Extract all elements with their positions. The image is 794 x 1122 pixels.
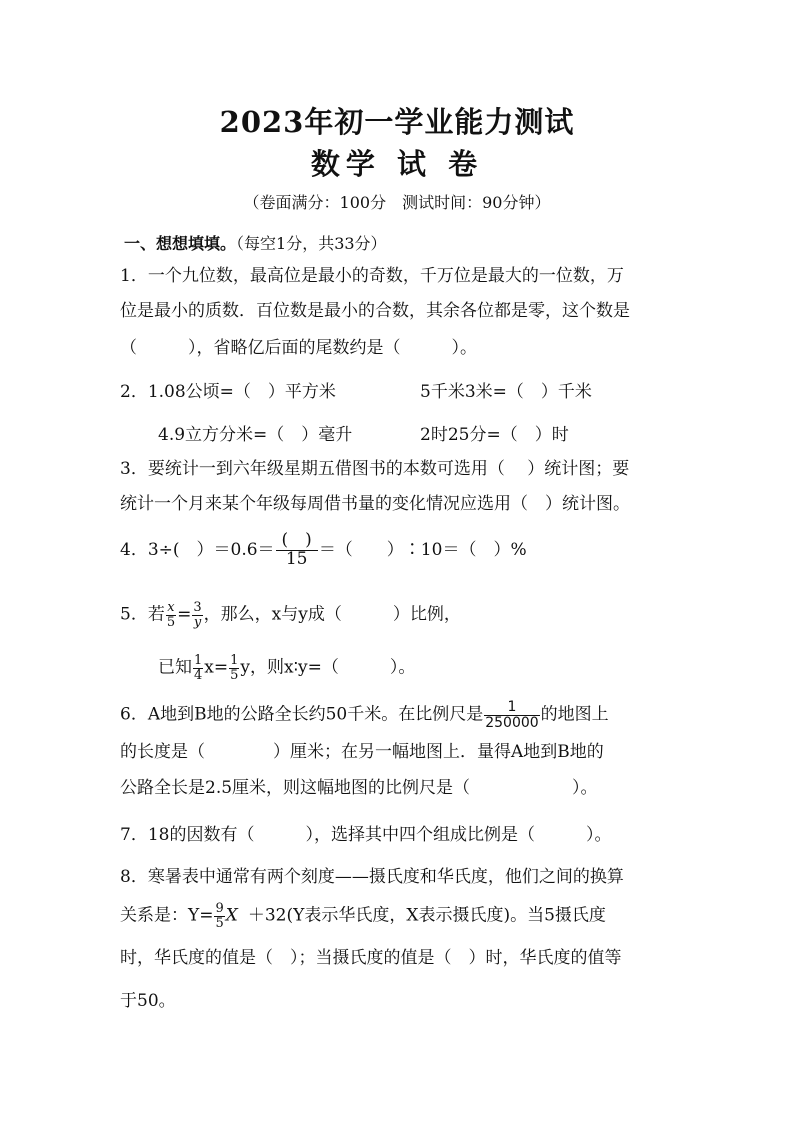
- q5-line2-suffix: y，则x∶y=（ ）。: [240, 657, 416, 678]
- section-note: （每空1分，共33分）: [236, 234, 387, 253]
- q5-f3-den: 4: [194, 667, 203, 683]
- q4-prefix: 4．3÷( ）＝0.6＝: [120, 539, 275, 560]
- exam-title: 2023年初一学业能力测试: [219, 105, 575, 139]
- q1-line1: 1．一个九位数，最高位是最小的奇数，千万位是最大的一位数，万: [120, 266, 624, 286]
- q5-suffix: ，那么，x与y成（ ）比例，: [203, 604, 461, 625]
- q5-fraction-1: [166, 601, 176, 629]
- q3-line1: 3．要统计一到六年级星期五借图书的本数可选用（ ）统计图；要: [120, 459, 630, 479]
- q4-fraction-den: 15: [285, 548, 308, 569]
- q5-f3-num: 1: [194, 653, 203, 668]
- exam-subtitle: 数学 试 卷: [310, 147, 484, 181]
- q6-line3: 公路全长是2.5厘米，则这幅地图的比例尺是（ ）。: [120, 778, 598, 798]
- q5-mid: x=: [204, 657, 229, 678]
- q8-line2: [120, 902, 606, 930]
- section-heading: [124, 236, 387, 252]
- q2-part-c: 4.9立方分米=（ ）毫升: [158, 425, 353, 445]
- q2-part-b: 5千米3米=（ ）千米: [420, 382, 592, 402]
- q5-f1-num: x: [167, 600, 175, 615]
- q4-fraction-num: ( ): [276, 532, 318, 551]
- q8-line4: 于50。: [120, 991, 176, 1011]
- q4-suffix: ＝（ ）∶10＝（ ）%: [318, 539, 527, 560]
- q6-prefix: 6．A地到B地的公路全长约50千米。在比例尺是: [120, 704, 484, 725]
- q5-fraction-4: [229, 654, 239, 682]
- q8-variable-x: X: [225, 905, 238, 926]
- q7-line: 7．18的因数有（ ），选择其中四个组成比例是（ ）。: [120, 825, 612, 845]
- q5-line2-prefix: 已知: [158, 657, 192, 678]
- q1-line3: （ ），省略亿后面的尾数约是（ ）。: [120, 338, 477, 358]
- q4-fraction: [276, 532, 318, 569]
- q5-f2-den: y: [193, 614, 202, 630]
- q5-equals: =: [177, 604, 192, 625]
- q8-prefix: 关系是：Y=: [120, 905, 214, 926]
- q6-suffix: 的地图上: [540, 704, 609, 725]
- q5-line1: [120, 601, 461, 629]
- q2-part-a: 2．1.08公顷=（ ）平方米: [120, 382, 336, 402]
- q5-f1-den: 5: [166, 614, 176, 630]
- q3-line2: 统计一个月来某个年级每周借书量的变化情况应选用（ ）统计图。: [120, 494, 630, 514]
- q8-fraction-den: 5: [215, 915, 224, 931]
- q8-line1: 8．寒暑表中通常有两个刻度——摄氏度和华氏度，他们之间的换算: [120, 867, 624, 887]
- q5-fraction-2: [192, 601, 202, 629]
- section-label: 一、想想填填。: [124, 234, 237, 253]
- q5-prefix: 5．若: [120, 604, 165, 625]
- q8-fraction-num: 9: [215, 901, 224, 916]
- q5-line2: [158, 654, 415, 682]
- q6-scale-den: 250000: [485, 714, 539, 731]
- q8-fraction: [214, 902, 224, 930]
- q1-line2: 位是最小的质数．百位数是最小的合数，其余各位都是零，这个数是: [120, 301, 630, 321]
- q6-scale-fraction: [484, 700, 539, 730]
- q6-line2: 的长度是（ ）厘米；在另一幅地图上．量得A地到B地的: [120, 742, 604, 762]
- q5-f4-num: 1: [230, 653, 239, 668]
- q4-line: [120, 532, 527, 569]
- q5-f4-den: 5: [230, 667, 239, 683]
- exam-info: （卷面满分：100分 测试时间：90分钟）: [243, 193, 551, 212]
- q5-f2-num: 3: [193, 600, 202, 615]
- q2-part-d: 2时25分=（ ）时: [420, 425, 569, 445]
- q8-suffix: ＋32(Y表示华氏度，X表示摄氏度)。当5摄氏度: [247, 905, 606, 926]
- q6-scale-num: 1: [484, 700, 539, 716]
- q8-line3: 时，华氏度的值是（ ）；当摄氏度的值是（ ）时，华氏度的值等: [120, 948, 622, 968]
- q6-line1: [120, 700, 609, 730]
- q5-fraction-3: [193, 654, 203, 682]
